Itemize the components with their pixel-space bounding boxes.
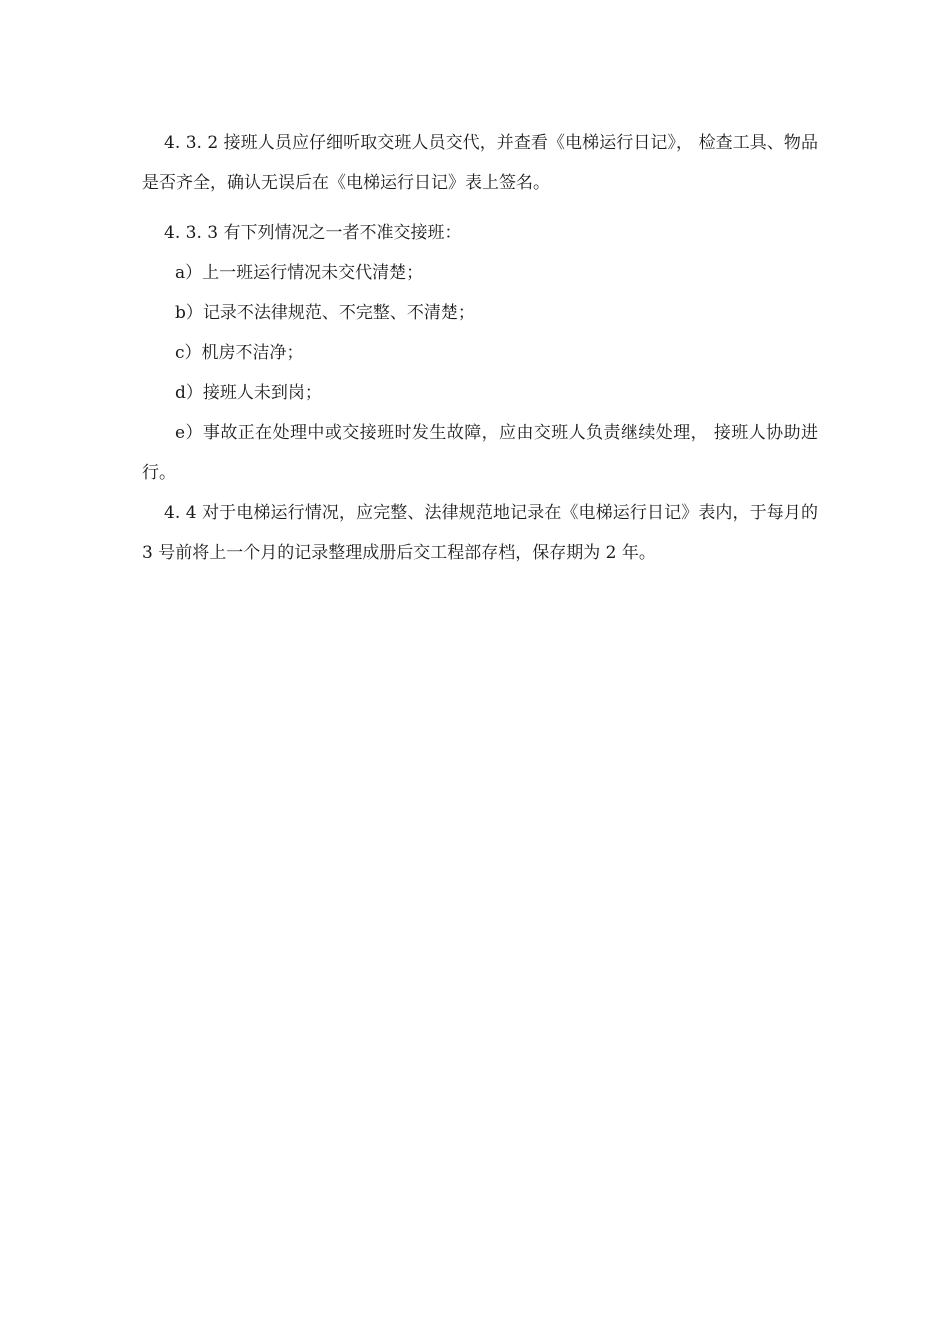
paragraph-4-3-3: 4. 3. 3 有下列情况之一者不准交接班： <box>164 223 462 243</box>
list-item-d: d）接班人未到岗； <box>175 383 322 403</box>
paragraph-4-4: 4. 4 对于电梯运行情况，应完整、法律规范地记录在《电梯运行日记》表内，于每月的 3 号前将上一个月的记录整理成册后交工程部存档，保存期为 2 年。 <box>142 503 818 563</box>
document-body <box>142 123 818 573</box>
list-item-b: b）记录不法律规范、不完整、不清楚； <box>175 303 475 323</box>
list-item-c: c）机房不洁净； <box>175 343 304 363</box>
list-item-e: e）事故正在处理中或交接班时发生故障，应由交班人负责继续处理， 接班人协助进行。 <box>142 423 818 483</box>
list-item-a: a）上一班运行情况未交代清楚； <box>175 263 424 283</box>
paragraph-4-3-2: 4. 3. 2 接班人员应仔细听取交班人员交代，并查看《电梯运行日记》， 检查工具、物品是否齐全，确认无误后在《电梯运行日记》表上签名。 <box>142 133 818 193</box>
